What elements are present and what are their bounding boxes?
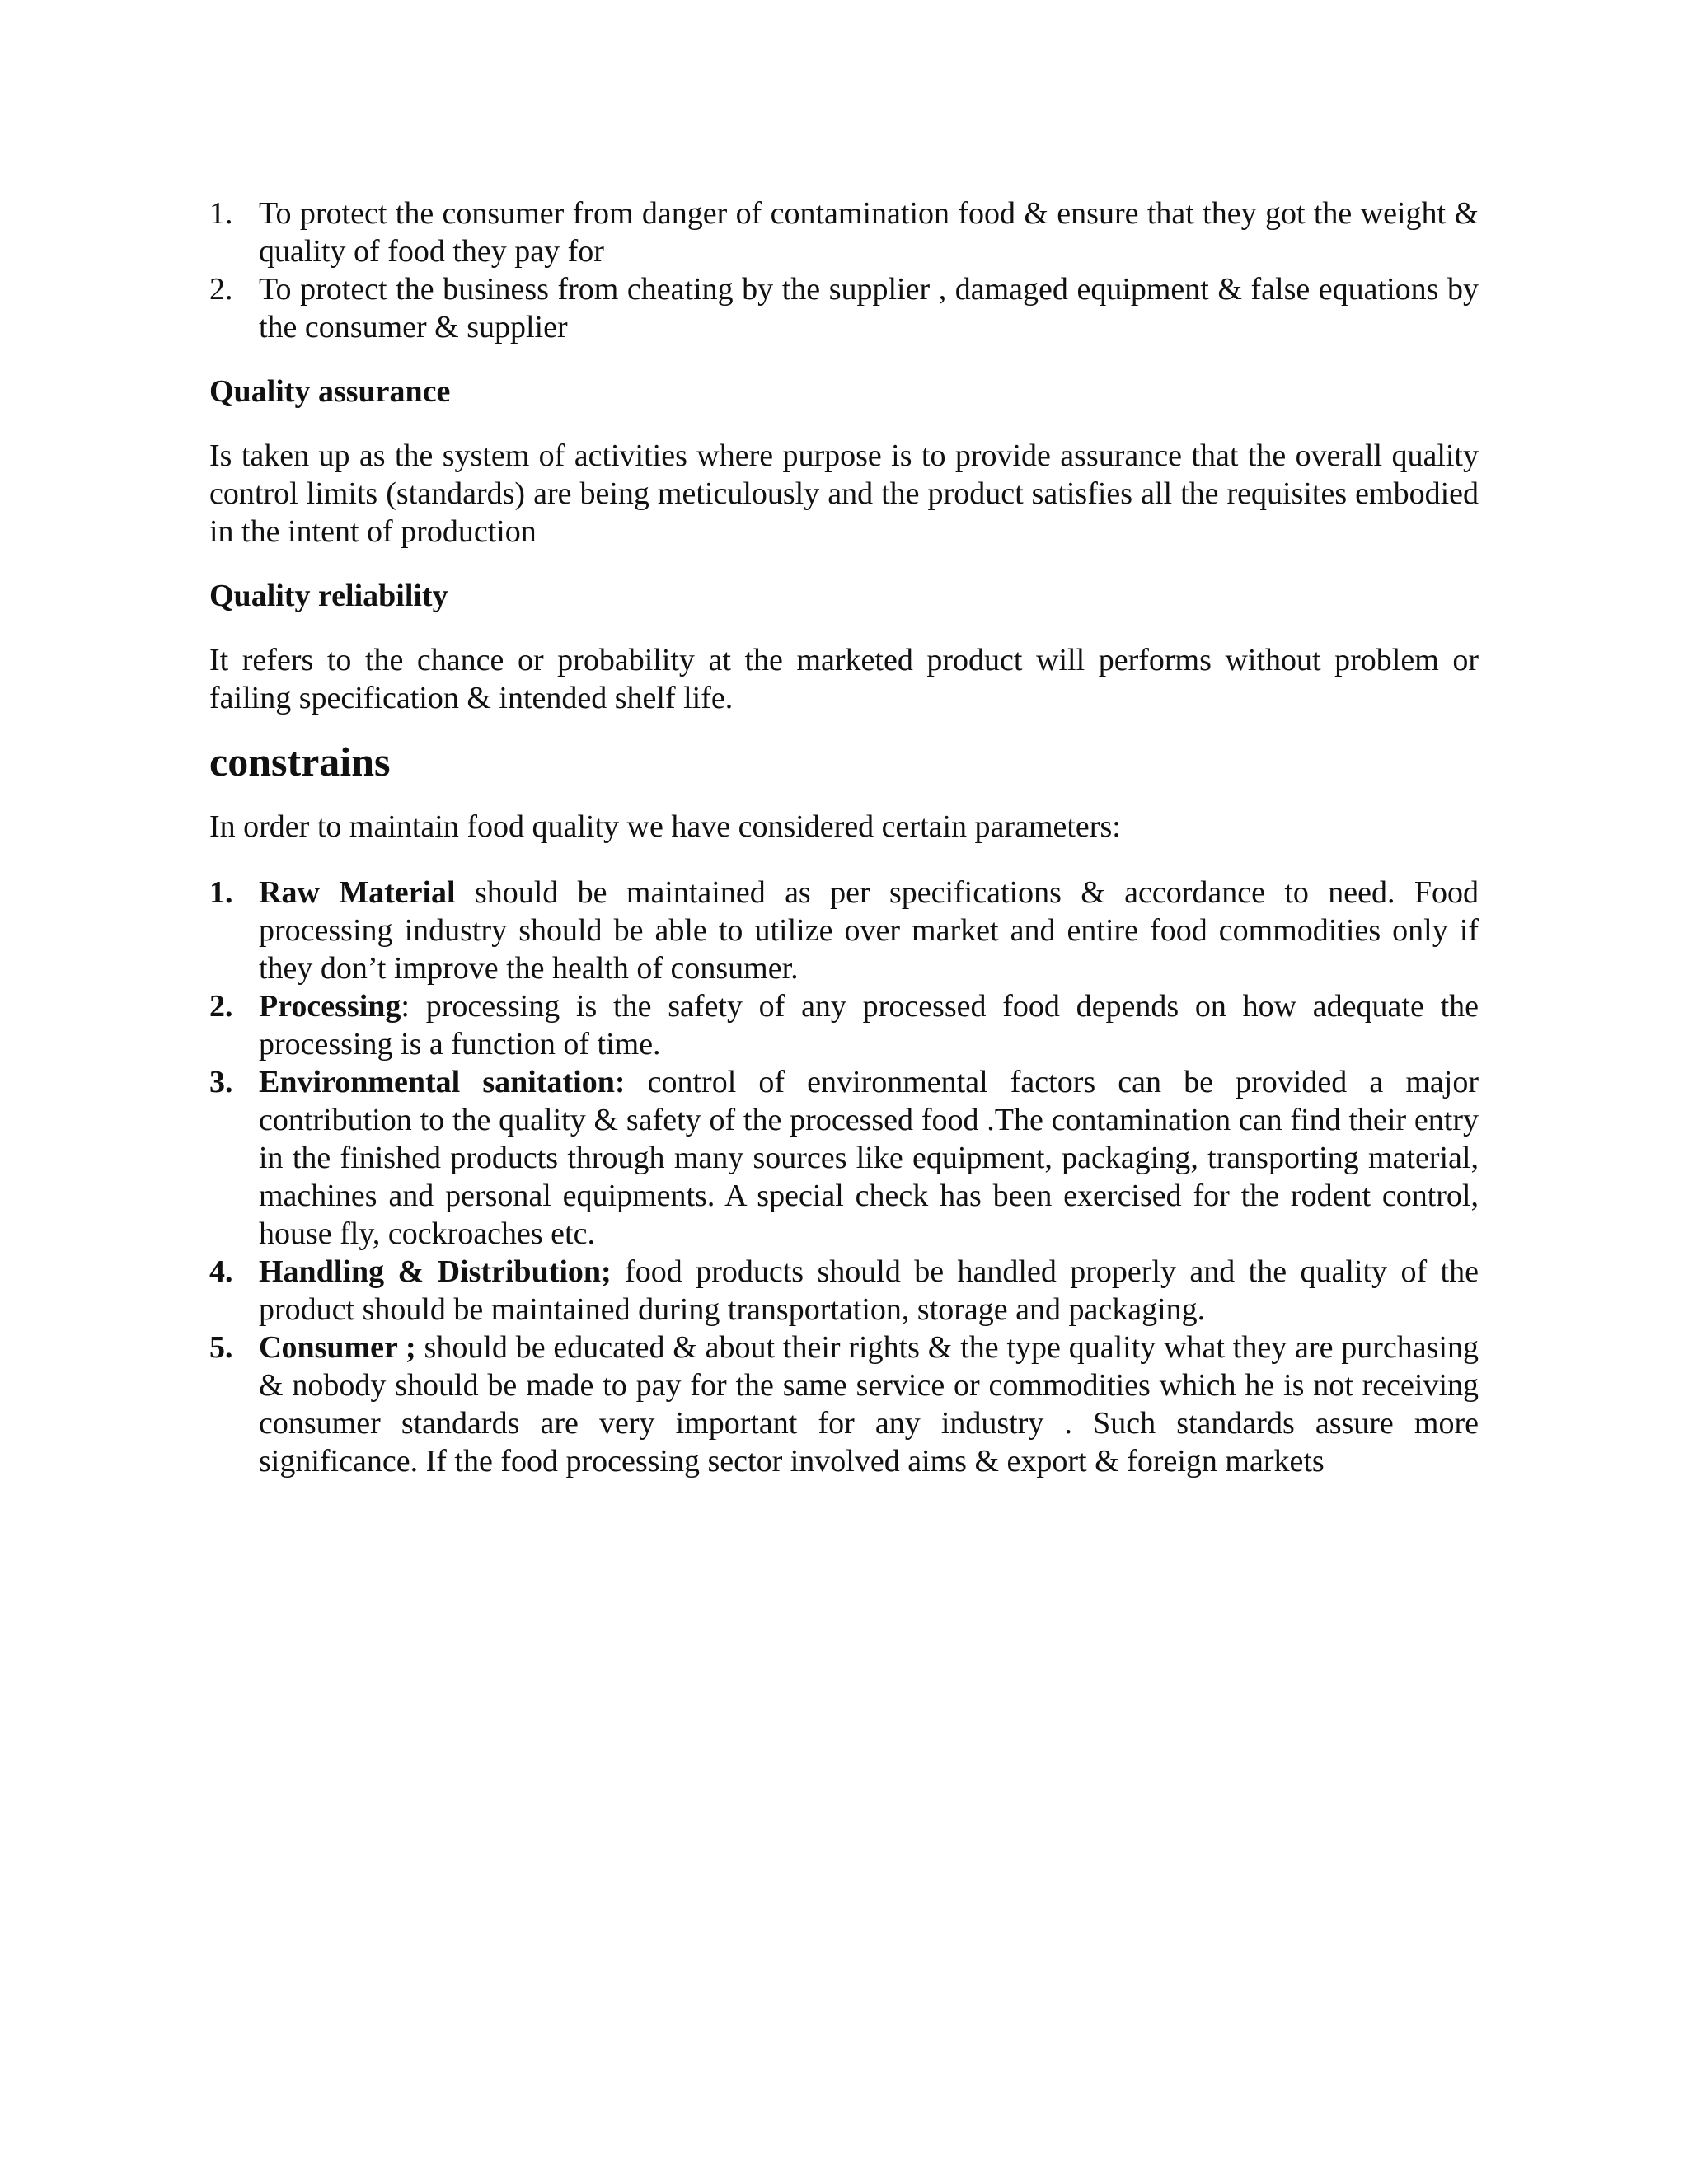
list-item: [209, 874, 1479, 987]
constrains-list: [209, 874, 1479, 1480]
list-text: To protect the consumer from danger of contamination food & ensure that they got the weight & quality of food they pay for: [259, 196, 1479, 269]
list-number: 2.: [209, 272, 233, 307]
list-item: [209, 270, 1479, 346]
list-term: Handling & Distribution;: [259, 1254, 612, 1289]
list-term: Raw Material: [259, 875, 456, 910]
list-number: 1.: [209, 875, 233, 910]
list-text: should be educated & about their rights & the type quality what they are purchasing & nobody should be made to pay for the same service or commodities which he is not receiving consumer standards are very important for any industry . Such standards assure more significance. If the food processing sector involved aims & export & foreign markets: [259, 1330, 1479, 1479]
list-item: [209, 1253, 1479, 1329]
list-item: [209, 1063, 1479, 1253]
list-text: food products should be handled properly and the quality of the product should be maintained during transportation, storage and packaging.: [259, 1254, 1479, 1327]
quality-reliability-body: It refers to the chance or probability at the marketed product will performs without problem or failing specification & intended shelf life.: [209, 643, 1479, 715]
constrains-intro: In order to maintain food quality we have considered certain parameters:: [209, 809, 1121, 844]
purpose-list: [209, 194, 1479, 346]
list-number: 4.: [209, 1254, 233, 1289]
document-page: [209, 194, 1479, 1480]
quality-reliability-heading: Quality reliability: [209, 579, 448, 613]
list-number: 2.: [209, 989, 233, 1024]
list-item: [209, 194, 1479, 270]
list-text: To protect the business from cheating by the supplier , damaged equipment & false equations by the consumer & supplier: [259, 272, 1479, 344]
list-number: 1.: [209, 196, 233, 231]
list-number: 5.: [209, 1330, 233, 1365]
list-number: 3.: [209, 1065, 233, 1099]
list-text: should be maintained as per specifications & accordance to need. Food processing industry should be able to utilize over market and entire food commodities only if they don’t improve the health of consumer.: [259, 875, 1479, 986]
list-item: [209, 987, 1479, 1063]
constrains-heading: constrains: [209, 738, 391, 785]
list-term: Environmental sanitation:: [259, 1065, 626, 1099]
list-text: control of environmental factors can be provided a major contribution to the quality & safety of the processed food .The contamination can find their entry in the finished products through many sources like equipment, packaging, transporting material, machines and personal equipments. A special check has been exercised for the rodent control, house fly, cockroaches etc.: [259, 1065, 1479, 1251]
list-item: [209, 1329, 1479, 1480]
quality-assurance-heading: Quality assurance: [209, 374, 451, 409]
quality-assurance-body: Is taken up as the system of activities where purpose is to provide assurance that the overall quality control limits (standards) are being meticulously and the product satisfies all the requisites embodied in the intent of production: [209, 438, 1479, 549]
list-term: Consumer ;: [259, 1330, 416, 1365]
list-term: Processing: [259, 989, 401, 1024]
list-text: : processing is the safety of any processed food depends on how adequate the processing is a function of time.: [259, 989, 1479, 1062]
